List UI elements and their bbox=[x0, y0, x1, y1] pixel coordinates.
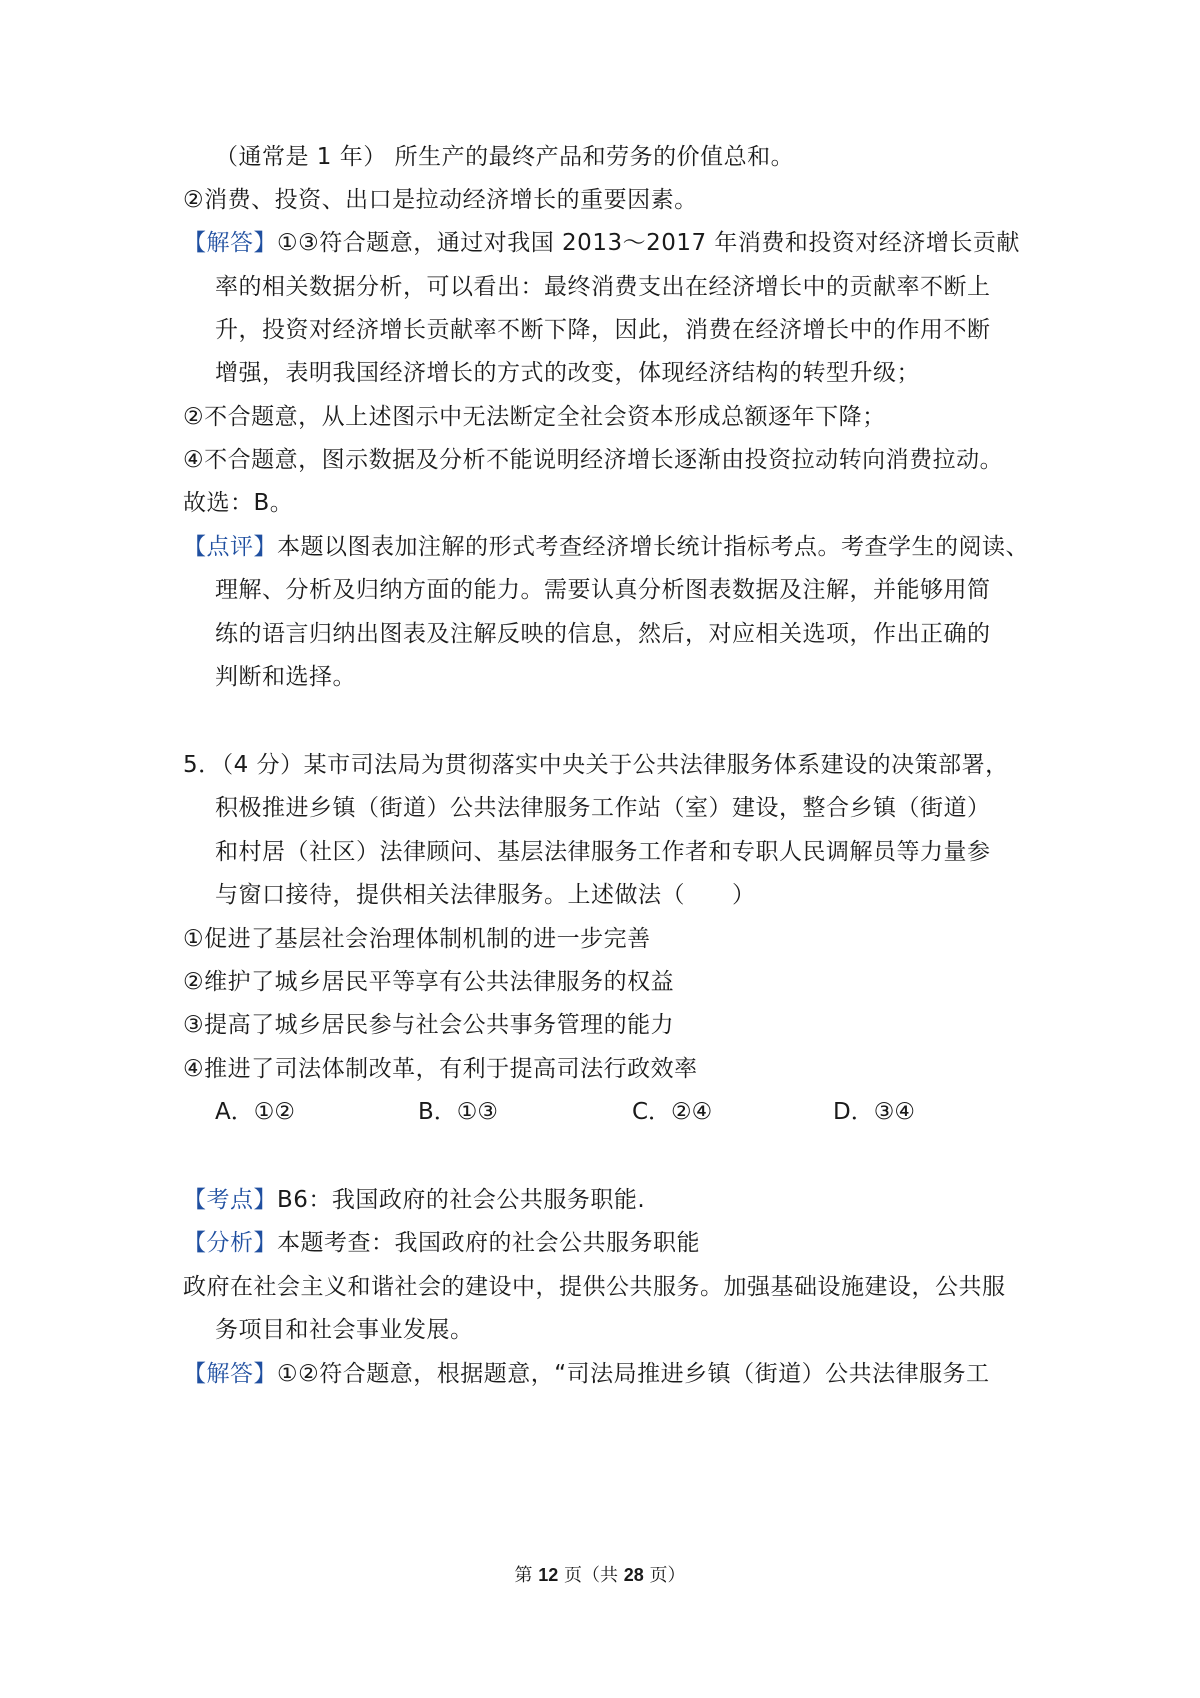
answer-tag: 【解答】 bbox=[183, 230, 277, 256]
statement-4: ④推进了司法体制改革，有利于提高司法行政效率 bbox=[183, 1056, 698, 1082]
text-line: （通常是 1 年） 所生产的最终产品和劳务的价值总和。 bbox=[215, 144, 795, 170]
text-line: ②不合题意，从上述图示中无法断定全社会资本形成总额逐年下降； bbox=[183, 404, 886, 430]
text-line: ④不合题意，图示数据及分析不能说明经济增长逐渐由投资拉动转向消费拉动。 bbox=[183, 447, 1004, 473]
text-line: 和村居（社区）法律顾问、基层法律服务工作者和专职人民调解员等力量参 bbox=[215, 839, 991, 865]
text-line: 本题考查：我国政府的社会公共服务职能 bbox=[277, 1230, 700, 1256]
option-a: A．①② bbox=[215, 1099, 295, 1125]
text-line: 判断和选择。 bbox=[215, 664, 356, 690]
text-line: 政府在社会主义和谐社会的建设中，提供公共服务。加强基础设施建设，公共服 bbox=[183, 1274, 1006, 1300]
text-line: 故选：B。 bbox=[183, 490, 294, 516]
text-line: 与窗口接待，提供相关法律服务。上述做法（ ） bbox=[215, 882, 756, 908]
comment-paragraph bbox=[183, 532, 1029, 562]
page-number: 12 bbox=[538, 1565, 559, 1585]
footer-suffix: 页） bbox=[643, 1565, 686, 1586]
statement-1: ①促进了基层社会治理体制机制的进一步完善 bbox=[183, 926, 651, 952]
analysis-paragraph bbox=[183, 1228, 700, 1258]
text-line: B6：我国政府的社会公共服务职能. bbox=[277, 1187, 646, 1213]
text-line: ②消费、投资、出口是拉动经济增长的重要因素。 bbox=[183, 187, 698, 213]
point-tag: 【考点】 bbox=[183, 1187, 277, 1213]
option-c: C．②④ bbox=[632, 1099, 713, 1125]
text-line: 理解、分析及归纳方面的能力。需要认真分析图表数据及注解，并能够用简 bbox=[215, 577, 991, 603]
option-d: D．③④ bbox=[833, 1099, 915, 1125]
text-line: 务项目和社会事业发展。 bbox=[215, 1317, 474, 1343]
answer-tag: 【解答】 bbox=[183, 1361, 277, 1387]
point-paragraph bbox=[183, 1185, 645, 1215]
statement-2: ②维护了城乡居民平等享有公共法律服务的权益 bbox=[183, 969, 675, 995]
answer-paragraph bbox=[183, 228, 1020, 258]
page-total: 28 bbox=[623, 1565, 644, 1585]
option-b: B．①③ bbox=[418, 1099, 499, 1125]
text-line: 练的语言归纳出图表及注解反映的信息，然后，对应相关选项，作出正确的 bbox=[215, 621, 991, 647]
answer-paragraph bbox=[183, 1359, 990, 1389]
text-line: 积极推进乡镇（街道）公共法律服务工作站（室）建设，整合乡镇（街道） bbox=[215, 795, 991, 821]
page-footer bbox=[0, 1563, 1200, 1588]
text-line: 率的相关数据分析，可以看出：最终消费支出在经济增长中的贡献率不断上 bbox=[215, 274, 991, 300]
footer-mid: 页（共 bbox=[558, 1565, 624, 1586]
text-line: 升，投资对经济增长贡献率不断下降，因此，消费在经济增长中的作用不断 bbox=[215, 317, 991, 343]
comment-tag: 【点评】 bbox=[183, 534, 277, 560]
footer-prefix: 第 bbox=[514, 1565, 539, 1586]
analysis-tag: 【分析】 bbox=[183, 1230, 277, 1256]
text-line: 本题以图表加注解的形式考查经济增长统计指标考点。考查学生的阅读、 bbox=[277, 534, 1029, 560]
text-line: ①②符合题意，根据题意，“司法局推进乡镇（街道）公共法律服务工 bbox=[277, 1361, 990, 1387]
text-line: 增强，表明我国经济增长的方式的改变，体现经济结构的转型升级； bbox=[215, 360, 920, 386]
text-line: ①③符合题意，通过对我国 2013～2017 年消费和投资对经济增长贡献 bbox=[277, 230, 1020, 256]
question-stem: 5．（4 分）某市司法局为贯彻落实中央关于公共法律服务体系建设的决策部署， bbox=[183, 752, 1009, 778]
statement-3: ③提高了城乡居民参与社会公共事务管理的能力 bbox=[183, 1012, 675, 1038]
